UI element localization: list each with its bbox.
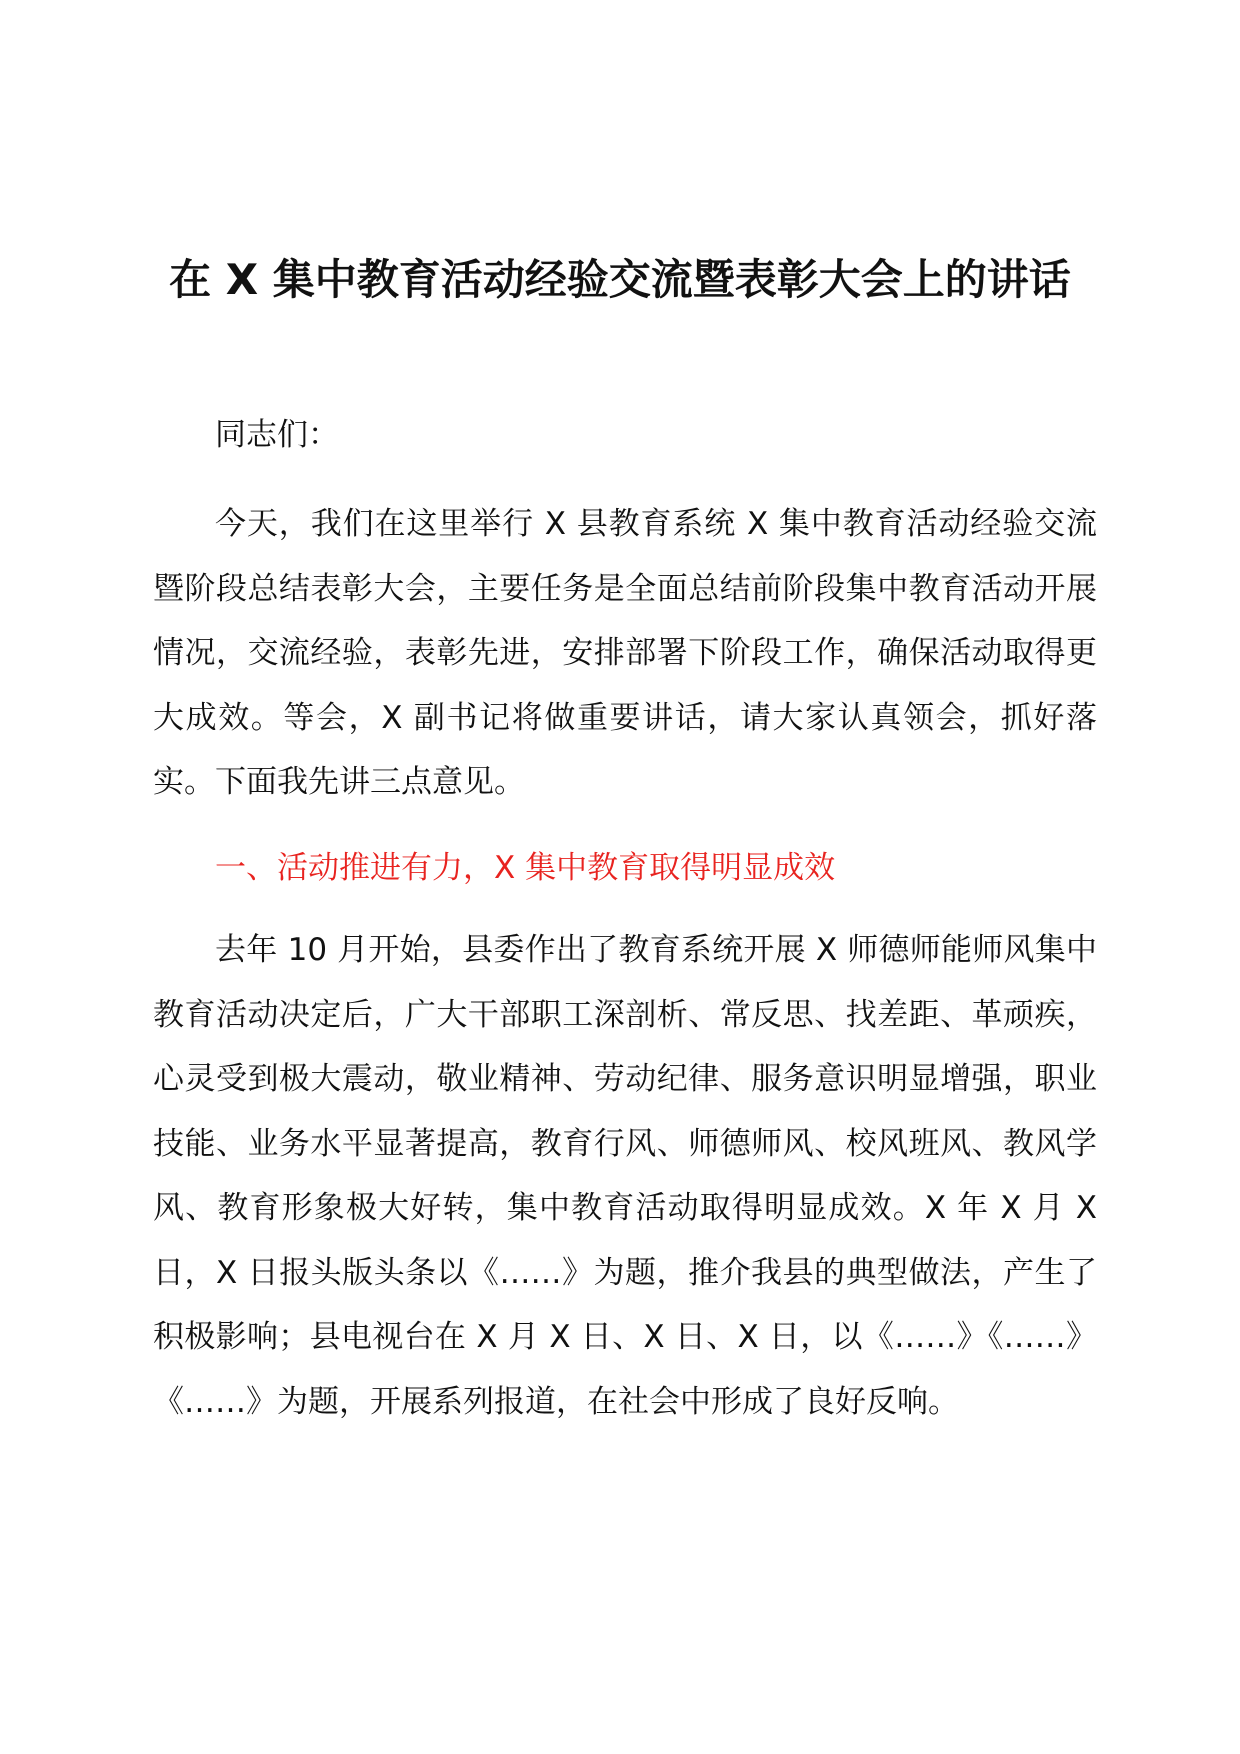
paragraph-achievements: 去年 10 月开始，县委作出了教育系统开展 X 师德师能师风集中教育活动决定后，广大干部职工深剖析、常反思、找差距、革顽疾，心灵受到极大震动，敬业精神、劳动纪律、服务意识明显增强，职业技能、业务水平显著提高，教育行风、师德师风、校风班风、教风学风、教育形象极大好转，集中教育活动取得明显成效。X 年 X 月 X 日，X 日报头版头条以《……》为题，推介我县的典型做法，产生了积极影响；县电视台在 X 月 X 日、X 日、X 日，以《……》《……》《……》为题，开展系列报道，在社会中形成了良好反响。	[153, 932, 1097, 1420]
paragraph-intro: 今天，我们在这里举行 X 县教育系统 X 集中教育活动经验交流暨阶段总结表彰大会，主要任务是全面总结前阶段集中教育活动开展情况，交流经验，表彰先进，安排部署下阶段工作，确保活动取得更大成效。等会，X 副书记将做重要讲话，请大家认真领会，抓好落实。下面我先讲三点意见。	[153, 506, 1097, 800]
section-heading: 一、活动推进有力，X 集中教育取得明显成效	[215, 850, 836, 886]
document-title: 在 X 集中教育活动经验交流暨表彰大会上的讲话	[169, 255, 1071, 304]
salutation: 同志们：	[215, 417, 339, 453]
